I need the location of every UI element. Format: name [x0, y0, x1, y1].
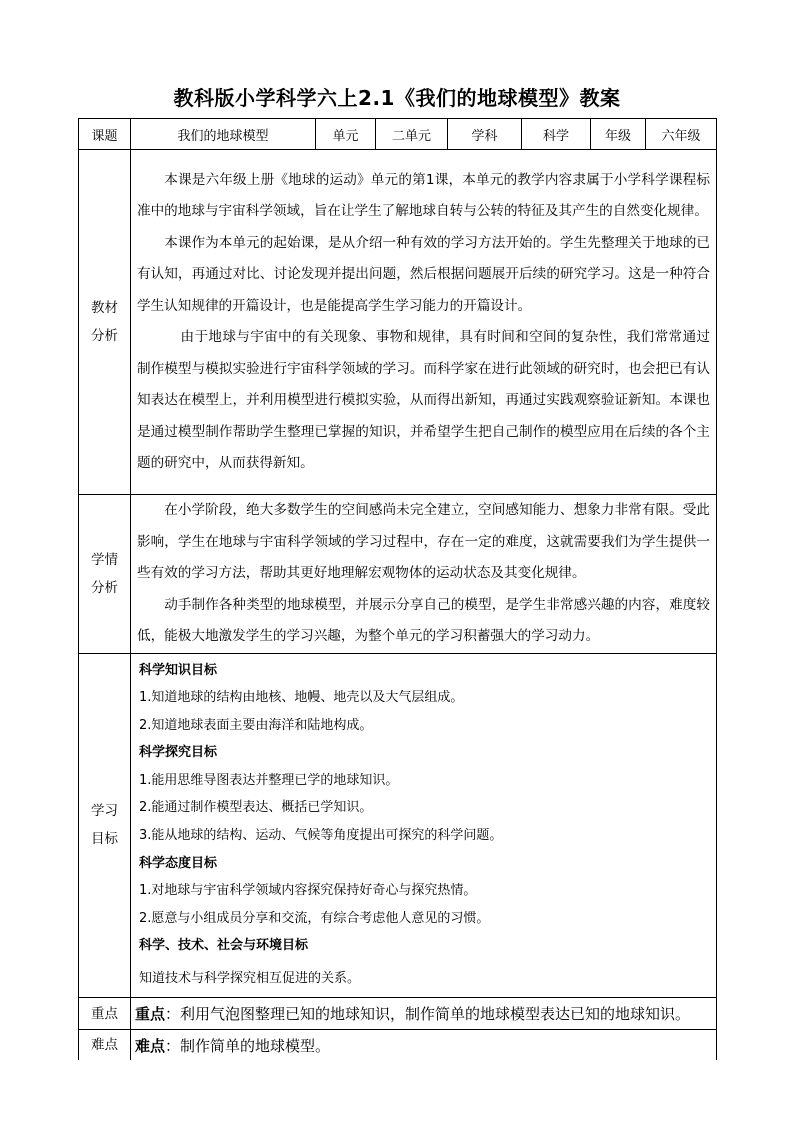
key-point-label: 重点	[79, 998, 131, 1030]
attitude-goal-heading: 科学态度目标	[139, 855, 218, 871]
attitude-goal-item: 2.愿意与小组成员分享和交流，有综合考虑他人意见的习惯。	[139, 910, 490, 926]
textbook-analysis-content	[131, 150, 717, 495]
sts-goal-heading: 科学、技术、社会与环境目标	[139, 938, 309, 954]
key-point-text: ：利用气泡图整理已知的地球知识，制作简单的地球模型表达已知的地球知识。	[165, 1005, 691, 1024]
difficulty-text: ：制作简单的地球模型。	[165, 1036, 331, 1055]
learner-analysis-content	[131, 495, 717, 654]
knowledge-goal-heading: 科学知识目标	[139, 662, 218, 678]
learning-goals-content	[131, 653, 717, 998]
learning-goals-label: 学习 目标	[79, 653, 131, 998]
textbook-analysis-row	[79, 150, 717, 495]
learning-goals-row	[79, 653, 717, 998]
inquiry-goal-item: 1.能用思维导图表达并整理已学的地球知识。	[139, 772, 399, 788]
subject-label: 学科	[448, 119, 522, 150]
attitude-goal-item: 1.对地球与宇宙科学领域内容探究保持好奇心与探究热情。	[139, 883, 477, 899]
inquiry-goal-heading: 科学探究目标	[139, 745, 218, 761]
textbook-paragraph: 本课作为本单元的起始课，是从介绍一种有效的学习方法开始的。学生先整理关于地球的已有认知，再通过对比、讨论发现并提出问题，然后根据问题展开后续的研究学习。这是一种符合学生认知规律的开篇设计，也是能提高学生学习能力的开篇设计。	[137, 234, 710, 314]
textbook-paragraph: 由于地球与宇宙中的有关现象、事物和规律，具有时间和空间的复杂性，我们常常通过制作模型与模拟实验进行宇宙科学领域的学习。而科学家在进行此领域的研究时，也会把已有认知表达在模型上，并利用模型进行模拟实验，从而得出新知，再通过实践观察验证新知。本课也是通过模型制作帮助学生整理已掌握的知识，并希望学生把自己制作的模型应用在后续的各个主题的研究中，从而获得新知。	[137, 329, 710, 471]
inquiry-goal-item: 3.能从地球的结构、运动、气候等角度提出可探究的科学问题。	[139, 828, 503, 844]
subject-value: 科学	[522, 119, 591, 150]
learner-analysis-label: 学情 分析	[79, 495, 131, 654]
topic-value: 我们的地球模型	[131, 119, 316, 150]
document-title: 教科版小学科学六上2.1《我们的地球模型》教案	[173, 86, 621, 110]
difficulty-row	[79, 1030, 717, 1061]
textbook-paragraph: 本课是六年级上册《地球的运动》单元的第1课，本单元的教学内容隶属于小学科学课程标准中的地球与宇宙科学领域，旨在让学生了解地球自转与公转的特征及其产生的自然变化规律。	[137, 171, 710, 219]
inquiry-goal-item: 2.能通过制作模型表达、概括已学知识。	[139, 800, 373, 816]
header-row	[79, 119, 717, 150]
sts-goal-item: 知道技术与科学探究相互促进的关系。	[139, 971, 361, 987]
unit-label: 单元	[316, 119, 376, 150]
learner-paragraph: 动手制作各种类型的地球模型，并展示分享自己的模型，是学生非常感兴趣的内容，难度较低，能极大地激发学生的学习兴趣，为整个单元的学习积蓄强大的学习动力。	[137, 596, 710, 644]
learner-paragraph: 在小学阶段，绝大多数学生的空间感尚未完全建立，空间感知能力、想象力非常有限。受此影响，学生在地球与宇宙科学领域的学习过程中，存在一定的难度，这就需要我们为学生提供一些有效的学习方法，帮助其更好地理解宏观物体的运动状态及其变化规律。	[137, 502, 710, 581]
grade-value: 六年级	[646, 119, 717, 150]
difficulty-content	[131, 1030, 717, 1061]
textbook-analysis-label: 教材 分析	[79, 150, 131, 495]
key-point-content	[131, 998, 717, 1030]
learner-analysis-row	[79, 495, 717, 654]
topic-label: 课题	[79, 119, 131, 150]
grade-label: 年级	[591, 119, 646, 150]
unit-value: 二单元	[376, 119, 448, 150]
lesson-plan-table	[78, 118, 717, 1060]
key-point-row	[79, 998, 717, 1030]
difficulty-prefix: 难点	[135, 1036, 166, 1055]
difficulty-label: 难点	[79, 1030, 131, 1061]
knowledge-goal-item: 1.知道地球的结构由地核、地幔、地壳以及大气层组成。	[139, 690, 464, 706]
knowledge-goal-item: 2.知道地球表面主要由海洋和陆地构成。	[139, 717, 373, 733]
key-point-prefix: 重点	[135, 1005, 166, 1024]
